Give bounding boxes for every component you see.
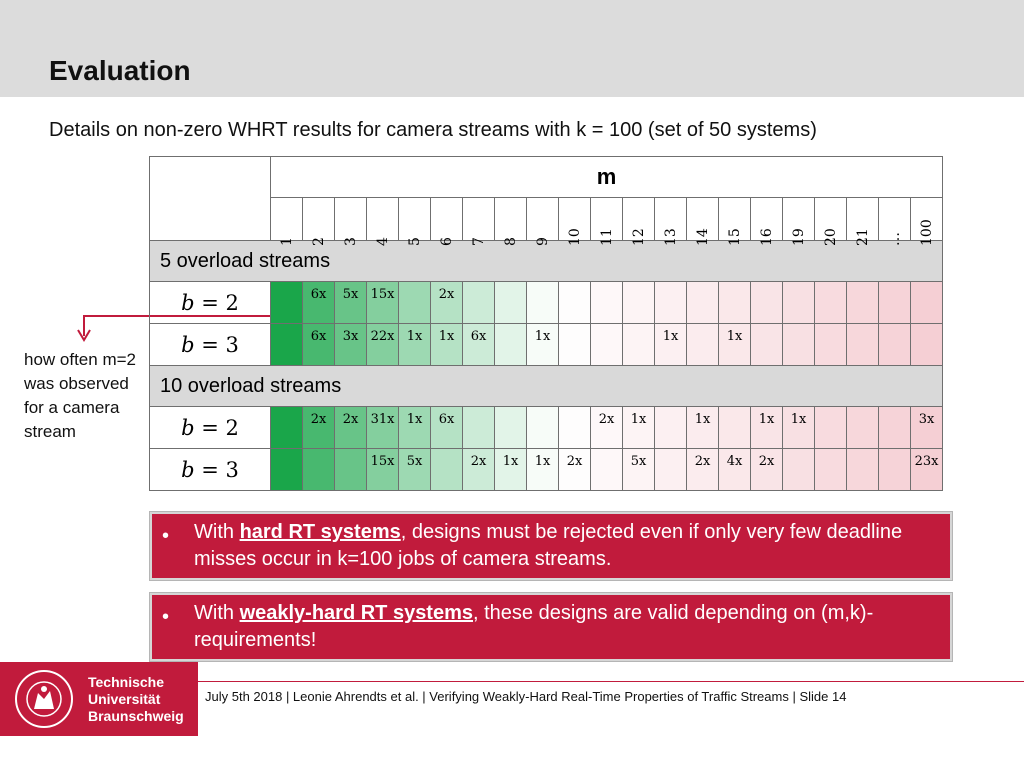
table-cell [271,449,303,491]
results-table [149,156,943,491]
row-label: b = 2 [150,407,271,449]
table-cell: 6x [463,324,495,366]
table-cell: 1x [783,407,815,449]
table-cell: 1x [527,449,559,491]
row-label: b = 3 [150,449,271,491]
m-column-header: 6 [431,198,463,241]
table-cell: 1x [623,407,655,449]
table-cell [303,449,335,491]
table-row [150,324,943,366]
table-cell [463,407,495,449]
table-cell [527,282,559,324]
table-cell [783,282,815,324]
table-cell [879,324,911,366]
table-cell [623,324,655,366]
m-column-header: 7 [463,198,495,241]
table-cell: 1x [719,324,751,366]
slide-title: Evaluation [49,55,191,86]
table-cell: 5x [399,449,431,491]
table-cell: 5x [623,449,655,491]
table-cell [847,449,879,491]
table-row [150,282,943,324]
table-cell [591,282,623,324]
table-cell: 22x [367,324,399,366]
table-cell: 23x [911,449,943,491]
m-column-header: 14 [687,198,719,241]
m-column-header: 16 [751,198,783,241]
table-cell: 1x [399,324,431,366]
table-cell: 3x [335,324,367,366]
table-cell [463,282,495,324]
table-cell [751,324,783,366]
table-cell [815,407,847,449]
table-cell: 2x [751,449,783,491]
footer-divider [198,681,1024,682]
m-column-header: 21 [847,198,879,241]
bullet: • [162,525,170,547]
weakly-hard-rt-emphasis: weakly-hard RT systems [239,602,473,624]
table-cell [847,407,879,449]
table-cell [879,282,911,324]
table-cell [655,407,687,449]
hard-rt-text: With hard RT systems, designs must be rejected even if only very few deadline misses occur in k=100 jobs of camera streams. [194,521,903,570]
side-note: how often m=2 was observed for a camera stream [24,350,136,441]
table-cell [719,407,751,449]
table-cell: 31x [367,407,399,449]
weakly-hard-rt-box [150,593,952,661]
table-cell: 2x [431,282,463,324]
table-cell: 2x [463,449,495,491]
table-cell [527,407,559,449]
m-column-header: 19 [783,198,815,241]
table-cell [815,449,847,491]
table-cell [495,407,527,449]
section-header: 10 overload streams [150,366,943,407]
table-cell [271,324,303,366]
table-cell [719,282,751,324]
table-cell: 2x [559,449,591,491]
m-column-header: 11 [591,198,623,241]
table-cell: 1x [399,407,431,449]
table-cell [687,324,719,366]
table-cell: 4x [719,449,751,491]
table-cell [495,282,527,324]
table-row [150,407,943,449]
table-cell: 15x [367,449,399,491]
table-cell [879,449,911,491]
table-cell [623,282,655,324]
table-cell: 2x [687,449,719,491]
table-cell [687,282,719,324]
m-column-header: 5 [399,198,431,241]
table-cell [495,324,527,366]
table-cell [655,282,687,324]
row-label: b = 2 [150,282,271,324]
table-cell: 6x [303,324,335,366]
table-cell [911,324,943,366]
m-column-header: … [879,198,911,241]
m-column-header: 1 [271,198,303,241]
hard-rt-emphasis: hard RT systems [239,521,401,543]
table-cell: 2x [303,407,335,449]
bullet: • [162,606,170,628]
m-column-header: 4 [367,198,399,241]
university-logo [0,662,198,736]
slide-subtitle: Details on non-zero WHRT results for camera streams with k = 100 (set of 50 systems) [49,119,817,141]
table-row [150,449,943,491]
table-cell [783,449,815,491]
table-cell [271,282,303,324]
table-cell: 1x [687,407,719,449]
table-cell [559,282,591,324]
m-column-header: 3 [335,198,367,241]
table-cell [655,449,687,491]
weakly-hard-rt-text: With weakly-hard RT systems, these designs are valid depending on (m,k)-requirements! [194,602,874,651]
table-cell [783,324,815,366]
table-cell [335,449,367,491]
table-cell [399,282,431,324]
m-column-header: 15 [719,198,751,241]
table-cell: 3x [911,407,943,449]
table-cell [815,324,847,366]
table-cell: 1x [655,324,687,366]
table-cell [591,324,623,366]
table-cell [751,282,783,324]
table-cell [879,407,911,449]
m-column-header: 9 [527,198,559,241]
m-column-header: 20 [815,198,847,241]
m-column-header: 8 [495,198,527,241]
table-cell: 1x [751,407,783,449]
hard-rt-box [150,512,952,580]
table-cell: 1x [527,324,559,366]
table-cell [847,324,879,366]
table-cell: 2x [591,407,623,449]
m-column-header: 2 [303,198,335,241]
table-cell [271,407,303,449]
table-cell [431,449,463,491]
table-cell [591,449,623,491]
seal-icon [14,669,74,729]
row-label: b = 3 [150,324,271,366]
table-cell [815,282,847,324]
m-column-header: 10 [559,198,591,241]
table-cell: 1x [495,449,527,491]
table-cell [911,282,943,324]
section-header: 5 overload streams [150,241,943,282]
table-cell: 6x [303,282,335,324]
table-cell [559,407,591,449]
m-column-header: 12 [623,198,655,241]
table-cell: 6x [431,407,463,449]
table-cell: 5x [335,282,367,324]
table-cell: 1x [431,324,463,366]
table-cell: 15x [367,282,399,324]
table-corner [150,157,271,241]
m-header: m [271,157,943,198]
table-cell [847,282,879,324]
logo-wordmark: Technische Universität Braunschweig [88,674,184,724]
m-column-header: 100 [911,198,943,241]
m-column-header: 13 [655,198,687,241]
table-cell: 2x [335,407,367,449]
table-cell [559,324,591,366]
footer-text: July 5th 2018 | Leonie Ahrendts et al. | Verifying Weakly-Hard Real-Time Properties of Traffic Streams | Slide 14 [205,689,847,704]
